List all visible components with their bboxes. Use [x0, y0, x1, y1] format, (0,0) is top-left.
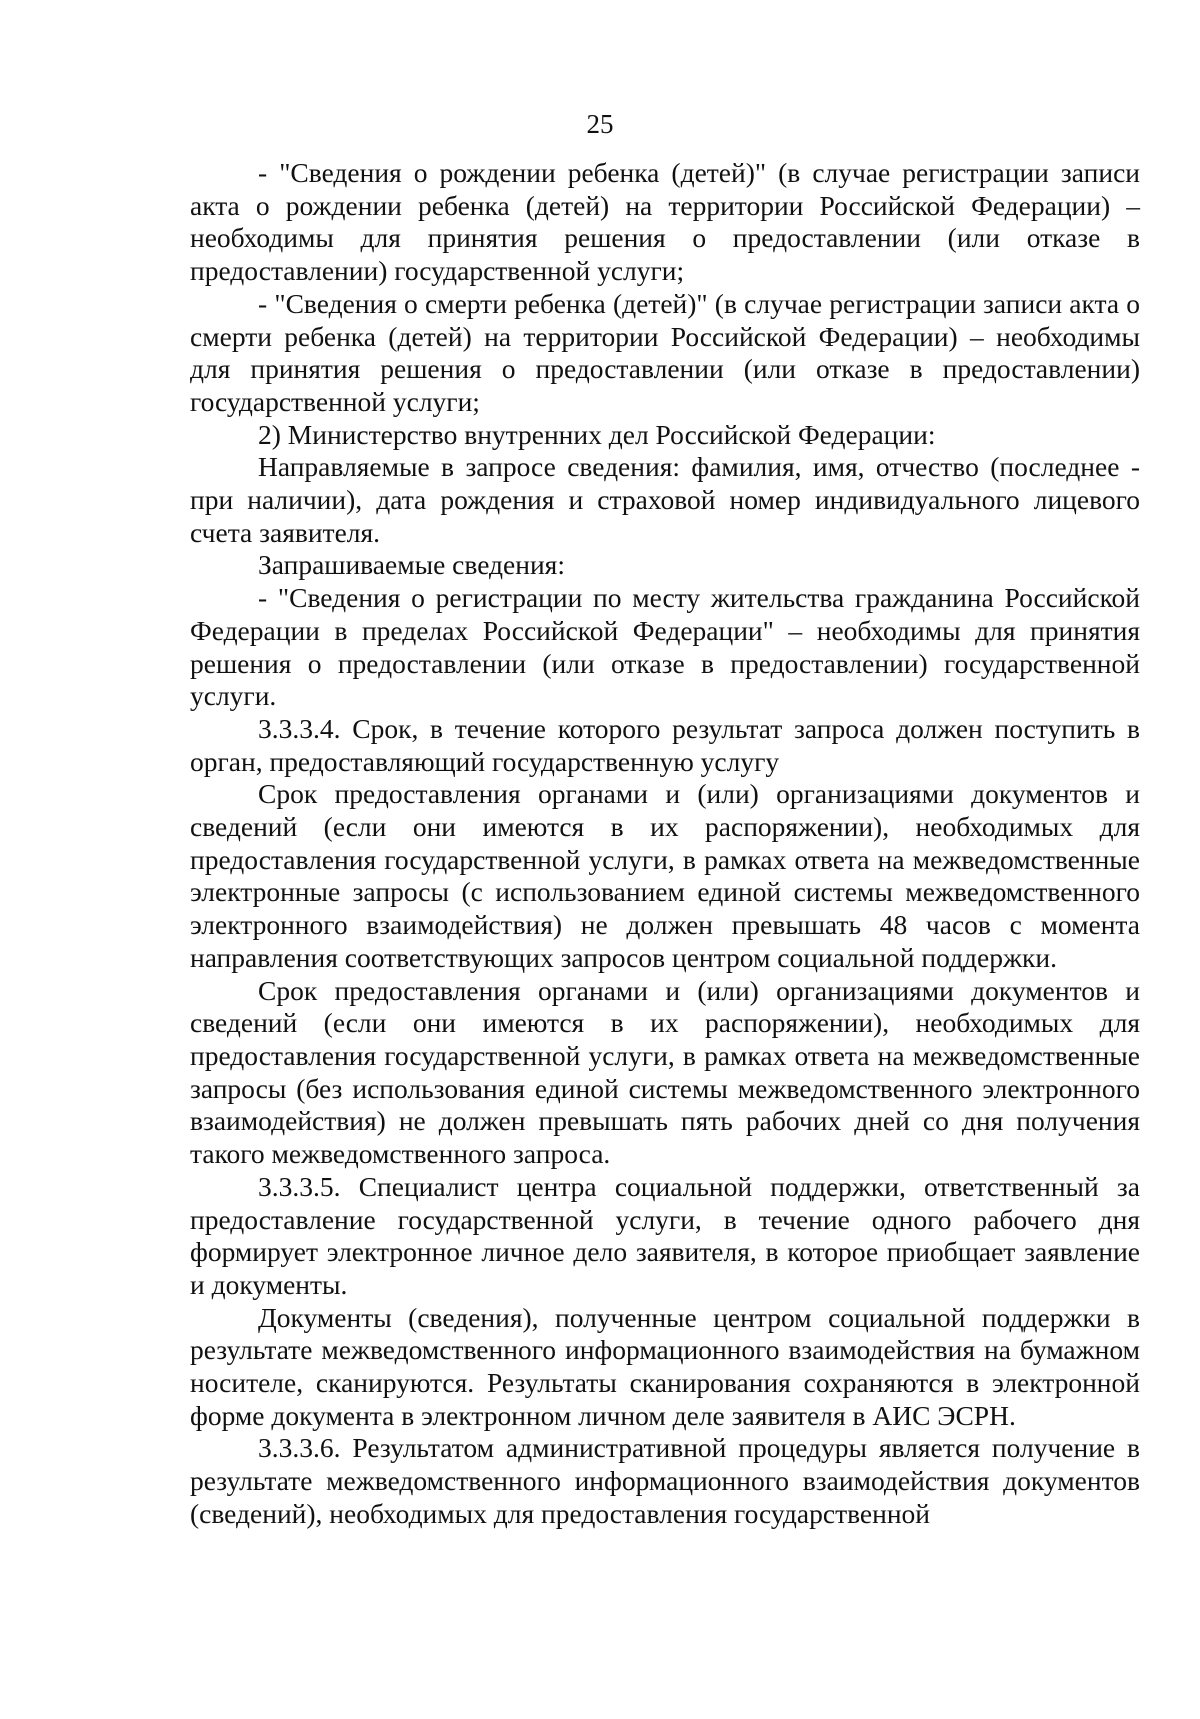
paragraph-birth-info: - "Сведения о рождении ребенка (детей)" (в случае регистрации записи акта о рождении ребенка (детей) на территории Российской Федерации) – необходимы для принятия решения о предоставлении (или отказе в предоставлении) государственной услуги;	[190, 157, 1140, 287]
paragraph-ministry-heading: 2) Министерство внутренних дел Российской Федерации:	[258, 418, 936, 450]
paragraph-section-3-3-3-4: 3.3.3.4. Срок, в течение которого результат запроса должен поступить в орган, предоставляющий государственную услугу	[190, 712, 1140, 777]
paragraph-scanning: Документы (сведения), полученные центром социальной поддержки в результате межведомственного информационного взаимодействия на бумажном носителе, сканируются. Результаты сканирования сохраняются в электронной форме документа в электронном личном деле заявителя в АИС ЭСРН.	[190, 1301, 1140, 1431]
paragraph-requested-info-heading: Запрашиваемые сведения:	[258, 549, 565, 581]
paragraph-registration-info: - "Сведения о регистрации по месту жительства гражданина Российской Федерации в пределах Российской Федерации" – необходимы для принятия решения о предоставлении (или отказе в предоставлении) государственной услуги.	[190, 582, 1140, 712]
paragraph-section-3-3-3-5: 3.3.3.5. Специалист центра социальной поддержки, ответственный за предоставление государственной услуги, в течение одного рабочего дня формирует электронное личное дело заявителя, в которое приобщает заявление и документы.	[190, 1170, 1140, 1300]
document-body	[190, 157, 1140, 1531]
paragraph-death-info: - "Сведения о смерти ребенка (детей)" (в случае регистрации записи акта о смерти ребенка (детей) на территории Российской Федерации) – необходимы для принятия решения о предоставлении (или отказе в предоставлении) государственной услуги;	[190, 287, 1140, 417]
paragraph-paper-requests-deadline: Срок предоставления органами и (или) организациями документов и сведений (если они имеются в их распоряжении), необходимых для предоставления государственной услуги, в рамках ответа на межведомственные запросы (без использования единой системы межведомственного электронного взаимодействия) не должен превышать пять рабочих дней со дня получения такого межведомственного запроса.	[190, 974, 1140, 1170]
paragraph-request-data: Направляемые в запросе сведения: фамилия, имя, отчество (последнее - при наличии), дата рождения и страховой номер индивидуального лицевого счета заявителя.	[190, 451, 1140, 548]
page-number: 25	[586, 109, 614, 139]
paragraph-electronic-requests-deadline: Срок предоставления органами и (или) организациями документов и сведений (если они имеются в их распоряжении), необходимых для предоставления государственной услуги, в рамках ответа на межведомственные электронные запросы (с использованием единой системы межведомственного электронного взаимодействия) не должен превышать 48 часов с момента направления соответствующих запросов центром социальной поддержки.	[190, 778, 1140, 973]
paragraph-section-3-3-3-6: 3.3.3.6. Результатом административной процедуры является получение в результате межведомственного информационного взаимодействия документов (сведений), необходимых для предоставления государственной	[190, 1432, 1140, 1529]
